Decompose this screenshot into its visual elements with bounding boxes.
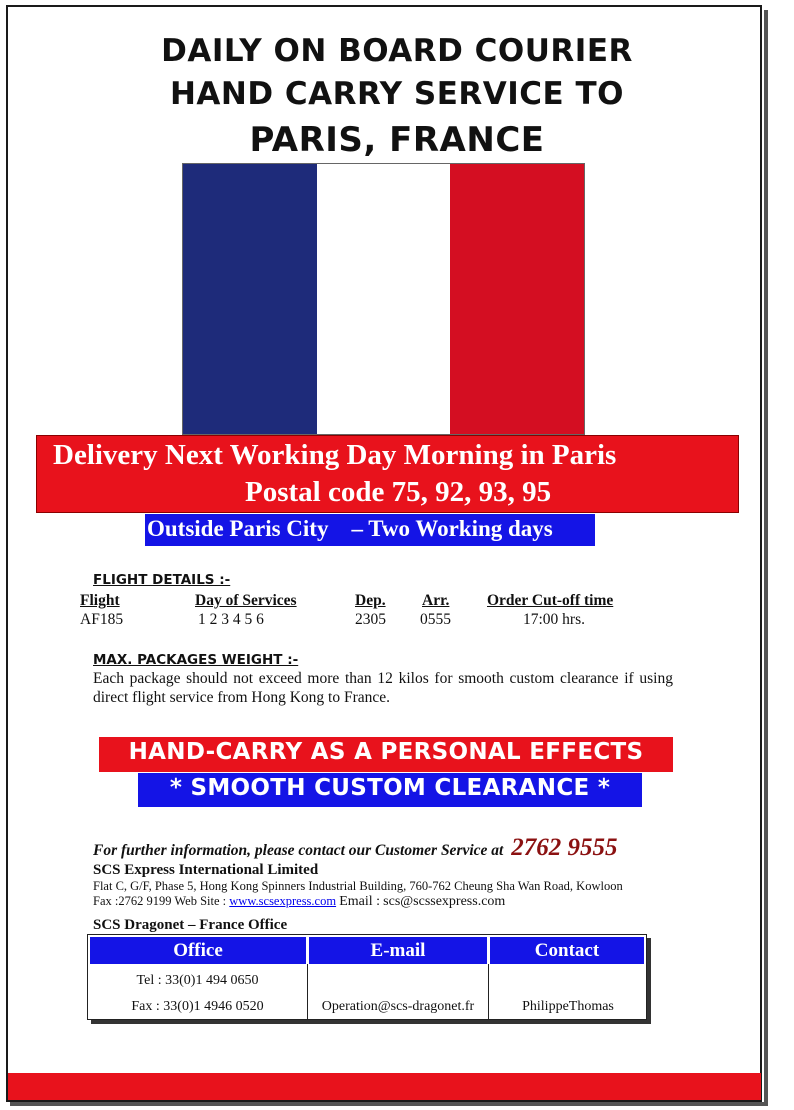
email-address: scs@scssexpress.com [383, 894, 506, 909]
outside-paris-banner [145, 514, 595, 546]
cutoff-time: 17:00 hrs. [523, 611, 585, 628]
office-fax: Fax : 33(0)1 4946 0520 [131, 999, 264, 1014]
table-shadow [91, 1020, 651, 1024]
hand-carry-text: HAND-CARRY AS A PERSONAL EFFECTS [128, 739, 644, 765]
delivery-banner [36, 435, 739, 513]
flight-number: AF185 [80, 611, 124, 628]
frame-shadow [10, 1102, 768, 1106]
clearance-text: * SMOOTH CUSTOM CLEARANCE * [169, 775, 611, 801]
contact-prompt-line [93, 834, 617, 862]
title-line-1: DAILY ON BOARD COURIER [161, 33, 633, 69]
customer-service-phone: 2762 9555 [511, 834, 618, 861]
clearance-banner [138, 773, 642, 807]
france-office-table [87, 934, 647, 1020]
france-office-title: SCS Dragonet – France Office [93, 917, 288, 933]
title-line-2: HAND CARRY SERVICE TO [169, 76, 625, 112]
contact-prompt: For further information, please contact our Customer Service at [93, 842, 504, 859]
france-flag [182, 163, 585, 435]
hand-carry-banner [99, 737, 673, 772]
postal-code-line: Postal code 75, 92, 93, 95 [245, 476, 552, 508]
office-email: Operation@scs-dragonet.fr [321, 999, 475, 1014]
header-contact: Contact [490, 937, 644, 964]
col-header-flight: Flight [80, 592, 120, 609]
flag-red-band [450, 164, 584, 434]
email-label: Email : [339, 894, 381, 909]
col-header-days: Day of Services [195, 592, 297, 609]
website-link[interactable]: www.scsexpress.com [229, 894, 337, 908]
footer-bar [8, 1073, 761, 1100]
fax-web-email-line [93, 894, 505, 910]
header-office: Office [90, 937, 306, 964]
outside-paris-text: Outside Paris City – Two Working days [147, 516, 553, 541]
flag-white-band [317, 164, 451, 434]
col-header-dep: Dep. [355, 592, 386, 609]
delivery-line: Delivery Next Working Day Morning in Paris [53, 439, 617, 471]
flag-blue-band [183, 164, 317, 434]
frame-shadow [764, 10, 768, 1106]
company-name: SCS Express International Limited [93, 862, 319, 878]
flight-details-heading: FLIGHT DETAILS :- [93, 572, 231, 588]
office-contact-name: PhilippeThomas [522, 999, 614, 1014]
company-address: Flat C, G/F, Phase 5, Hong Kong Spinners Industrial Building, 760-762 Cheung Sha Wan Road, Kowloon [93, 879, 623, 893]
fax-web-label: Fax :2762 9199 Web Site : [93, 894, 227, 908]
office-tel: Tel : 33(0)1 494 0650 [136, 973, 259, 988]
departure-time: 2305 [355, 611, 386, 628]
header-email: E-mail [309, 937, 487, 964]
arrival-time: 0555 [420, 611, 451, 628]
col-header-cutoff: Order Cut-off time [487, 592, 614, 609]
title-line-3: PARIS, FRANCE [249, 120, 545, 160]
col-header-arr: Arr. [422, 592, 450, 609]
max-weight-text: Each package should not exceed more than 12 kilos for smooth custom clearance if using direct flight service from Hong Kong to France. [93, 670, 673, 706]
max-weight-heading: MAX. PACKAGES WEIGHT :- [93, 652, 299, 668]
service-days: 1 2 3 4 5 6 [198, 611, 264, 628]
table-shadow [647, 938, 651, 1024]
